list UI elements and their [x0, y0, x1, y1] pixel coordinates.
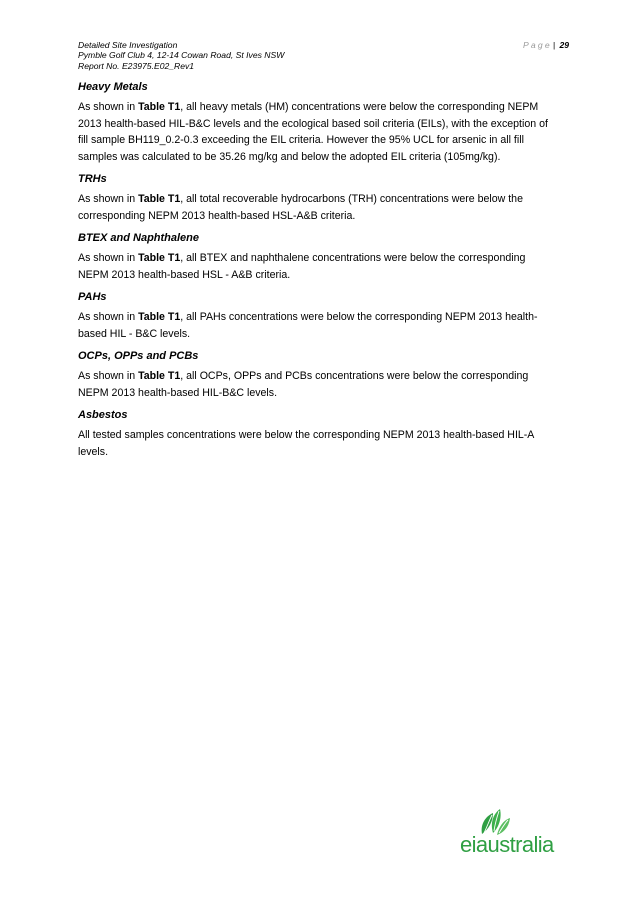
running-header	[78, 40, 568, 71]
table-reference: Table T1	[138, 370, 181, 382]
section-heading: TRHs	[78, 173, 107, 185]
section-heading: BTEX and Naphthalene	[78, 232, 200, 244]
report-body	[78, 80, 558, 467]
section-asbestos	[78, 408, 558, 460]
paragraph-text: As shown in	[78, 252, 139, 264]
paragraph-text: As shown in	[78, 193, 139, 205]
report-number: Report No. E23975.E02_Rev1	[78, 60, 195, 71]
section-heading: Heavy Metals	[78, 81, 148, 93]
paragraph-text: As shown in	[78, 311, 139, 323]
paragraph-text: , all total recoverable hydrocarbons (TRH) concentrations were below the corresponding NEPM 2013 health-based HSL-A&B criteria.	[78, 193, 523, 222]
page-indicator	[523, 40, 569, 50]
section-heading: OCPs, OPPs and PCBs	[78, 350, 199, 362]
section-trhs	[78, 172, 558, 224]
site-address: Pymble Golf Club 4, 12-14 Cowan Road, St Ives NSW	[78, 50, 285, 61]
section-paragraph	[78, 250, 558, 283]
paragraph-text: All tested samples concentrations were below the corresponding NEPM 2013 health-based HIL-A levels.	[78, 429, 534, 458]
table-reference: Table T1	[138, 311, 181, 323]
section-pahs	[78, 290, 558, 342]
page-separator: |	[552, 40, 556, 50]
section-heavy-metals	[78, 80, 558, 165]
section-btex	[78, 231, 558, 283]
logo-wordmark: eiaustralia	[460, 832, 554, 857]
page-word: Page	[522, 40, 552, 50]
table-reference: Table T1	[138, 252, 181, 264]
section-paragraph	[78, 309, 558, 342]
paragraph-text: , all heavy metals (HM) concentrations were below the corresponding NEPM 2013 health-based HIL-B&C levels and the ecological based soil criteria (EILs), with the exception of fill sample BH119_0.2-0.3 exceeding the EIL criteria. However the 95% UCL for arsenic in all fill samples was calculated to be 35.26 mg/kg and below the adopted EIL criteria (105mg/kg).	[78, 101, 548, 163]
section-paragraph	[78, 427, 558, 460]
company-logo	[460, 808, 570, 858]
table-reference: Table T1	[138, 101, 181, 113]
table-reference: Table T1	[138, 193, 181, 205]
section-ocps-opps-pcbs	[78, 349, 558, 401]
section-paragraph	[78, 99, 558, 165]
section-paragraph	[78, 191, 558, 224]
paragraph-text: , all BTEX and naphthalene concentrations were below the corresponding NEPM 2013 health-based HSL - A&B criteria.	[78, 252, 526, 281]
section-heading: PAHs	[78, 291, 107, 303]
page-number: 29	[559, 40, 569, 50]
document-title: Detailed Site Investigation	[78, 40, 178, 50]
paragraph-text: , all PAHs concentrations were below the corresponding NEPM 2013 health-based HIL - B&C levels.	[78, 311, 538, 340]
paragraph-text: As shown in	[78, 370, 139, 382]
section-heading: Asbestos	[78, 409, 128, 421]
paragraph-text: As shown in	[78, 101, 139, 113]
paragraph-text: , all OCPs, OPPs and PCBs concentrations were below the corresponding NEPM 2013 health-based HIL-B&C levels.	[78, 370, 529, 399]
section-paragraph	[78, 368, 558, 401]
